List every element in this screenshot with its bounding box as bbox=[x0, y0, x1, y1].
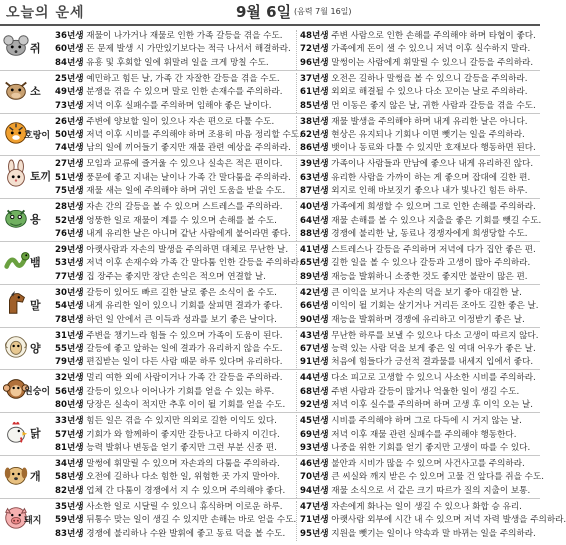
fortune-line bbox=[55, 158, 298, 171]
fortune-text: 이익이 될 기회는 살기거나 거리든 조아도 길한 좋은 날. bbox=[328, 301, 539, 312]
birth-year: 77년생 bbox=[55, 271, 84, 282]
page-title: 오늘의 운세 bbox=[6, 5, 85, 21]
fortune-text: 재물이 나가거나 재물로 인한 가족 갈등을 겪을 수도. bbox=[83, 31, 283, 41]
fortune-column-right bbox=[296, 244, 543, 284]
zodiac-row bbox=[0, 328, 540, 371]
fortune-line bbox=[55, 30, 298, 43]
fortune-text: 갈등이 있으나 이어나가 기회를 얻을 수 있는 하루. bbox=[83, 386, 275, 397]
zodiac-animal bbox=[0, 28, 53, 70]
fortune-text: 저녁 이후 손재수와 가족 간 말다툼 인한 갈등을 주의하라. bbox=[83, 258, 302, 269]
fortune-text: 말썽에 휘말릴 수 있으며 자손과의 다툼을 주의하라. bbox=[83, 458, 280, 469]
fortune-line bbox=[55, 415, 298, 428]
fortune-line bbox=[55, 399, 298, 412]
fortune-column-left bbox=[55, 116, 302, 156]
fortune-line bbox=[300, 116, 543, 129]
fortune-column-left bbox=[55, 458, 298, 498]
zodiac-name: 원숭이 bbox=[24, 387, 51, 398]
fortune-line bbox=[55, 257, 302, 270]
fortune-column-right bbox=[296, 330, 543, 370]
fortune-line bbox=[300, 73, 543, 86]
fortune-line bbox=[55, 228, 298, 241]
fortune-column-right bbox=[296, 158, 543, 198]
birth-year: 84년생 bbox=[55, 57, 84, 68]
fortune-line bbox=[55, 142, 298, 155]
birth-year: 25년생 bbox=[55, 73, 84, 84]
fortune-text: 저녁 이후 시비를 주의해야 하며 조용히 마음 정리할 수도. bbox=[83, 130, 302, 140]
birth-year: 33년생 bbox=[55, 416, 84, 427]
birth-year: 34년생 bbox=[55, 458, 84, 469]
birth-year: 83년생 bbox=[55, 528, 84, 539]
fortune-line bbox=[55, 244, 298, 257]
fortune-text: 멀리 여한 외에 사람이거나 가족 간 갈등을 주의하라. bbox=[83, 373, 283, 384]
fortune-column-left bbox=[55, 372, 298, 412]
fortune-line bbox=[300, 172, 543, 185]
fortune-line bbox=[55, 314, 298, 327]
birth-year: 72년생 bbox=[300, 44, 329, 55]
birth-year: 50년생 bbox=[55, 130, 84, 140]
zodiac-name: 돼지 bbox=[24, 515, 42, 526]
fortune-text: 재물 발생을 주의해야 하며 내게 유리한 날은 아니다. bbox=[328, 116, 528, 127]
birth-year: 56년생 bbox=[55, 386, 84, 397]
birth-year: 49년생 bbox=[55, 87, 84, 98]
fortune-column-left bbox=[55, 501, 298, 541]
birth-year: 69년생 bbox=[300, 429, 329, 440]
fortune-text: 분쟁을 겪을 수 있으며 말로 인한 손재수를 주의하라. bbox=[83, 87, 283, 98]
zodiac-list bbox=[0, 28, 566, 542]
birth-year: 64년생 bbox=[300, 215, 329, 226]
fortune-column-left bbox=[55, 201, 298, 241]
zodiac-row bbox=[0, 285, 540, 328]
zodiac-animal bbox=[0, 370, 53, 412]
dog-icon bbox=[2, 460, 30, 488]
fortune-line bbox=[300, 57, 543, 70]
zodiac-animal bbox=[0, 242, 53, 284]
fortune-line bbox=[300, 244, 543, 257]
birth-year: 65년생 bbox=[300, 258, 329, 269]
rooster-icon bbox=[2, 417, 30, 445]
fortune-text: 외외로 해결될 수 있으나 다소 꼬이는 날로 주의하라. bbox=[328, 87, 528, 98]
birth-year: 30년생 bbox=[55, 287, 84, 298]
fortune-line bbox=[300, 215, 543, 228]
fortune-line bbox=[300, 343, 543, 356]
fortune-line bbox=[300, 100, 543, 113]
fortune-column-left bbox=[55, 244, 302, 284]
birth-year: 28년생 bbox=[55, 202, 84, 213]
fortune-text: 큰 이익을 보거나 자손의 덕을 보기 좋아 대길한 날. bbox=[328, 287, 522, 298]
birth-year: 93년생 bbox=[300, 442, 329, 453]
birth-year: 62년생 bbox=[300, 130, 329, 140]
fortune-text: 주변을 챙기느라 힘들 수 있으며 가족이 도움이 된다. bbox=[83, 330, 283, 341]
fortune-text: 하던 일 안에서 큰 이득과 성과를 보기 좋은 날이다. bbox=[83, 314, 277, 325]
fortune-column-right bbox=[296, 458, 543, 498]
fortune-line bbox=[300, 142, 543, 155]
zodiac-animal bbox=[0, 71, 53, 113]
birth-year: 67년생 bbox=[300, 343, 329, 354]
birth-year: 87년생 bbox=[300, 186, 329, 197]
zodiac-row bbox=[0, 370, 540, 413]
zodiac-name: 용 bbox=[30, 213, 41, 227]
fortune-column-left bbox=[55, 30, 298, 70]
birth-year: 85년생 bbox=[300, 100, 329, 111]
rabbit-icon bbox=[2, 160, 30, 188]
fortune-column-right bbox=[296, 415, 543, 455]
fortune-text: 돈 문제 발생 시 가만있기보다는 적극 나서서 해결하라. bbox=[83, 44, 291, 55]
zodiac-row bbox=[0, 71, 540, 114]
birth-year: 45년생 bbox=[300, 416, 329, 427]
birth-year: 73년생 bbox=[55, 100, 84, 111]
fortune-column-right bbox=[296, 30, 543, 70]
fortune-line bbox=[300, 158, 543, 171]
fortune-line bbox=[55, 100, 298, 113]
fortune-line bbox=[300, 442, 543, 455]
fortune-line bbox=[55, 185, 298, 198]
fortune-line bbox=[55, 116, 298, 129]
fortune-text: 주변에 양보할 일이 있으나 자손 편으로 다툴 수도. bbox=[83, 116, 275, 127]
birth-year: 27년생 bbox=[55, 159, 84, 170]
fortune-column-left bbox=[55, 330, 298, 370]
fortune-line bbox=[300, 257, 543, 270]
birth-year: 75년생 bbox=[55, 186, 84, 197]
birth-year: 54년생 bbox=[55, 301, 84, 312]
zodiac-name: 양 bbox=[30, 341, 41, 355]
fortune-text: 재물 손해를 볼 수 있으나 지출을 좋은 기회를 뺏길 수도. bbox=[328, 215, 542, 226]
date-label: 9월 6일 bbox=[236, 3, 292, 21]
birth-year: 52년생 bbox=[55, 215, 84, 226]
fortune-line bbox=[300, 399, 543, 412]
birth-year: 71년생 bbox=[300, 515, 329, 526]
birth-year: 51년생 bbox=[55, 172, 84, 183]
fortune-text: 재능을 발휘하니 소중한 것도 좋지만 불란이 많은 편. bbox=[328, 271, 528, 282]
birth-year: 39년생 bbox=[300, 159, 329, 170]
birth-year: 41년생 bbox=[300, 244, 329, 255]
zodiac-row bbox=[0, 199, 540, 242]
fortune-text: 저녁 이후 실패수를 주의하며 임해야 좋은 날이다. bbox=[83, 100, 272, 111]
zodiac-name: 호랑이 bbox=[24, 130, 51, 141]
fortune-line bbox=[300, 43, 543, 56]
birth-year: 38년생 bbox=[300, 116, 329, 127]
fortune-text: 불안과 시비가 많을 수 있으며 사건사고를 주의하라. bbox=[328, 458, 525, 469]
fortune-line bbox=[55, 271, 298, 284]
zodiac-name: 소 bbox=[30, 84, 41, 98]
fortune-text: 큰 씨실와 깨지 받은 수 있으며 고물 건 앞다를 쥐을 수도. bbox=[328, 472, 544, 483]
fortune-text: 능력 있는 사람 덕을 보게 좋은 일 여대 어우가 좋은 날. bbox=[328, 343, 536, 354]
fortune-line bbox=[55, 458, 298, 471]
zodiac-animal bbox=[0, 499, 53, 542]
zodiac-name: 뱀 bbox=[30, 255, 41, 269]
fortune-line bbox=[55, 501, 298, 514]
fortune-text: 현상은 유지되나 기회나 이면 뺏기는 일을 주의하라. bbox=[328, 130, 525, 140]
fortune-line bbox=[55, 57, 298, 70]
fortune-line bbox=[55, 287, 298, 300]
horse-icon bbox=[2, 289, 30, 317]
zodiac-name: 쥐 bbox=[30, 42, 41, 55]
fortune-line bbox=[300, 129, 543, 142]
fortune-text: 말썽이는 사람에게 휘말릴 수 있으니 갈등을 주의하라. bbox=[328, 57, 534, 68]
fortune-text: 외지로 인해 바보짓기 좋으나 내가 빛나긴 힘든 하루. bbox=[328, 186, 528, 197]
birth-year: 92년생 bbox=[300, 400, 329, 411]
fortune-line bbox=[55, 73, 298, 86]
fortune-column-right bbox=[296, 287, 543, 327]
fortune-line bbox=[55, 442, 298, 455]
fortune-line bbox=[55, 330, 298, 343]
birth-year: 47년생 bbox=[300, 501, 329, 512]
fortune-line bbox=[300, 485, 543, 498]
zodiac-name: 토끼 bbox=[30, 170, 52, 184]
birth-year: 96년생 bbox=[300, 57, 329, 68]
birth-year: 26년생 bbox=[55, 116, 84, 127]
zodiac-name: 개 bbox=[30, 469, 41, 483]
birth-year: 61년생 bbox=[300, 87, 329, 98]
fortune-column-right bbox=[296, 116, 543, 156]
fortune-text: 지원을 뺏기는 일이나 약속과 말 바뀌는 일을 주의하라. bbox=[328, 528, 536, 539]
fortune-column-left bbox=[55, 287, 298, 327]
zodiac-animal bbox=[0, 413, 53, 455]
birth-year: 42년생 bbox=[300, 287, 329, 298]
birth-year: 66년생 bbox=[300, 301, 329, 312]
fortune-line bbox=[300, 471, 543, 484]
fortune-text: 저녁 이후 실수를 주의하며 하며 고생 후 이익 오는 날. bbox=[328, 400, 533, 411]
ox-icon bbox=[2, 75, 30, 103]
birth-year: 43년생 bbox=[300, 330, 329, 341]
fortune-text: 재능을 발휘하며 경쟁에 유리하고 이정받기 좋은 날. bbox=[328, 314, 525, 325]
birth-year: 63년생 bbox=[300, 172, 329, 183]
fortune-line bbox=[55, 386, 298, 399]
birth-year: 90년생 bbox=[300, 314, 329, 325]
zodiac-row bbox=[0, 413, 540, 456]
birth-year: 88년생 bbox=[300, 229, 329, 239]
fortune-text: 편집받는 일이 다든 사람 때문 하루 있다며 유리하다. bbox=[83, 357, 283, 368]
birth-year: 53년생 bbox=[55, 258, 84, 269]
fortune-text: 뱃이나 동료와 다툴 수 있지만 호재보다 행동하면 된다. bbox=[328, 143, 536, 154]
zodiac-row bbox=[0, 456, 544, 499]
zodiac-row bbox=[0, 242, 540, 285]
zodiac-row bbox=[0, 499, 566, 542]
fortune-text: 가족에게 희생할 수 있으며 그로 인한 손해를 주의하라. bbox=[328, 202, 536, 213]
fortune-line bbox=[300, 287, 543, 300]
fortune-line bbox=[300, 356, 543, 369]
fortune-text: 재물 소식으로 서 같은 크기 따르가 질의 지출이 보통. bbox=[328, 485, 531, 496]
fortune-line bbox=[300, 300, 543, 313]
zodiac-animal bbox=[0, 456, 53, 498]
birth-year: 94년생 bbox=[300, 485, 329, 496]
fortune-line bbox=[55, 356, 298, 369]
dragon-icon bbox=[2, 203, 30, 231]
fortune-line bbox=[55, 43, 298, 56]
fortune-line bbox=[300, 228, 543, 241]
birth-year: 37년생 bbox=[300, 73, 329, 84]
fortune-line bbox=[55, 485, 298, 498]
birth-year: 86년생 bbox=[300, 143, 329, 154]
fortune-text: 처음에 힘들다가 긍선적 결과물를 내세지 입에서 좋다. bbox=[328, 357, 534, 368]
fortune-line bbox=[55, 343, 298, 356]
fortune-text: 내게 유리한 일이 있으니 기회를 살피면 결과가 좋다. bbox=[83, 301, 283, 312]
fortune-line bbox=[300, 429, 543, 442]
fortune-text: 가족에게 돈이 샐 수 있으니 저녁 이후 실수하지 말라. bbox=[328, 44, 531, 55]
fortune-column-left bbox=[55, 158, 298, 198]
birth-year: 58년생 bbox=[55, 472, 84, 483]
birth-year: 78년생 bbox=[55, 314, 84, 325]
fortune-line bbox=[55, 129, 302, 142]
birth-year: 95년생 bbox=[300, 528, 329, 539]
fortune-line bbox=[55, 372, 298, 385]
fortune-line bbox=[300, 528, 543, 541]
fortune-text: 아랫사람과 자손의 발생을 주의하면 대체로 무난한 날. bbox=[83, 244, 289, 255]
fortune-text: 가족이나 사람들과 만남에 좋으나 내게 유리하진 않다. bbox=[328, 159, 534, 170]
fortune-line bbox=[300, 201, 543, 214]
zodiac-animal bbox=[0, 199, 53, 241]
fortune-text: 자손에게 화나는 일이 생길 수 있으나 화합 승 유리. bbox=[328, 501, 522, 512]
fortune-column-left bbox=[55, 73, 298, 113]
birth-year: 68년생 bbox=[300, 386, 329, 397]
fortune-text: 유리한 사람을 가까이 하는 게 좋으며 잡대에 길한 편. bbox=[328, 172, 531, 183]
fortune-text: 길한 일을 볼 수 있으나 갈등과 고생이 많아 주의하라. bbox=[328, 258, 531, 269]
birth-year: 57년생 bbox=[55, 429, 84, 440]
fortune-text: 오전은 길하나 말썽을 볼 수 있으니 갈등을 주의하라. bbox=[328, 73, 528, 84]
fortune-text: 엉뚱한 일로 재물이 계를 수 있으며 손해를 볼 수도. bbox=[83, 215, 277, 226]
fortune-line bbox=[55, 86, 298, 99]
page-header bbox=[0, 0, 540, 26]
fortune-column-right bbox=[296, 201, 543, 241]
fortune-line bbox=[300, 86, 543, 99]
zodiac-animal bbox=[0, 285, 53, 327]
fortune-line bbox=[300, 514, 566, 527]
fortune-text: 아랫사람 외부에 시간 내 수 있으며 저녁 자력 발생을 주의하라. bbox=[328, 515, 566, 526]
birth-year: 91년생 bbox=[300, 357, 329, 368]
fortune-text: 갈등이 있어도 빠르 길한 날로 좋은 소식이 올 수도. bbox=[83, 287, 277, 298]
fortune-text: 저녁 이후 재물 관련 실패수를 주의해야 행동한다. bbox=[328, 429, 517, 440]
fortune-text: 남의 일에 끼어들기 좋지만 재물 관련 예상을 주의하라. bbox=[83, 143, 291, 154]
zodiac-row bbox=[0, 114, 540, 157]
rat-icon bbox=[2, 32, 30, 60]
snake-icon bbox=[2, 246, 30, 274]
fortune-text: 업체 간 다툼이 경쟁에서 지 수 있으며 주의해야 좋다. bbox=[83, 485, 286, 496]
fortune-text: 유흥 및 후회할 일에 휘말려 일을 크게 망칠 수도. bbox=[83, 57, 269, 68]
zodiac-animal bbox=[0, 328, 53, 370]
birth-year: 55년생 bbox=[55, 343, 84, 354]
fortune-text: 오전에 길하나 다소 힘한 일, 위험한 곳 가지 말아야. bbox=[83, 472, 280, 483]
birth-year: 60년생 bbox=[55, 44, 84, 55]
fortune-text: 자손 간의 갈등을 볼 수 있으며 스트레스를 주의하라. bbox=[83, 202, 283, 213]
fortune-text: 집 장주는 좋지만 장단 손익은 적으며 연결할 날. bbox=[83, 271, 266, 282]
fortune-text: 당장은 실속이 적지만 추후 이이 될 기회를 얻을 수도. bbox=[83, 400, 286, 411]
fortune-line bbox=[55, 215, 298, 228]
fortune-text: 힘든 일은 겪을 수 있지만 의외로 길한 이익도 있다. bbox=[83, 416, 277, 427]
fortune-text: 모임과 교류에 즐거울 수 있으나 실속은 적은 편이다. bbox=[83, 159, 283, 170]
zodiac-row bbox=[0, 28, 540, 71]
fortune-line bbox=[300, 185, 543, 198]
fortune-line bbox=[55, 201, 298, 214]
birth-year: 59년생 bbox=[55, 515, 84, 526]
fortune-line bbox=[55, 528, 298, 541]
fortune-text: 기회가 와 함께하이 좋지만 갈등나고 다하지 이긴다. bbox=[83, 429, 280, 440]
zodiac-animal bbox=[0, 156, 53, 198]
zodiac-row bbox=[0, 156, 540, 199]
fortune-line bbox=[55, 514, 298, 527]
birth-year: 74년생 bbox=[55, 143, 84, 154]
zodiac-animal bbox=[0, 114, 53, 156]
fortune-line bbox=[300, 372, 543, 385]
fortune-line bbox=[55, 471, 298, 484]
fortune-text: 주변 사람과 갈등이 많거나 억울한 일이 생길 수도. bbox=[328, 386, 520, 397]
fortune-column-right bbox=[296, 372, 543, 412]
fortune-column-left bbox=[55, 415, 298, 455]
fortune-line bbox=[300, 271, 543, 284]
fortune-text: 무난한 하루를 보낼 수 있으나 다소 고생이 따르지 않다. bbox=[328, 330, 539, 341]
fortune-text: 시비를 주의해야 하며 그로 다득에 시 거지 않는 날. bbox=[328, 416, 522, 427]
birth-year: 35년생 bbox=[55, 501, 84, 512]
fortune-text: 능력 발휘나 변동을 얻기 좋지만 그런 부분 신중 편. bbox=[83, 442, 277, 453]
fortune-line bbox=[55, 300, 298, 313]
fortune-line bbox=[300, 458, 543, 471]
fortune-line bbox=[300, 330, 543, 343]
fortune-text: 경쟁에 불리하나 수완 발휘에 좋고 동료 덕을 볼 수도. bbox=[83, 528, 286, 539]
fortune-text: 예민하고 힘든 날, 가족 간 자잘한 갈등을 겪을 수도. bbox=[83, 73, 280, 84]
fortune-line bbox=[300, 501, 543, 514]
fortune-text: 스트레스나 갈등을 주의하며 저녁에 다가 집안 좋은 편. bbox=[328, 244, 536, 255]
fortune-text: 풍문에 좋고 지내는 날이나 가족 간 말다툼을 주의하라. bbox=[83, 172, 291, 183]
lunar-date-label: (음력 7월 16일) bbox=[294, 7, 352, 16]
fortune-text: 뒤통수 맞는 일이 생길 수 있지만 손해는 바로 얻을 수도. bbox=[83, 515, 297, 526]
birth-year: 40년생 bbox=[300, 202, 329, 213]
fortune-line bbox=[300, 30, 543, 43]
fortune-text: 경쟁에 불리한 날, 동료나 경쟁자에게 희생당할 수도. bbox=[328, 229, 528, 239]
birth-year: 76년생 bbox=[55, 229, 84, 239]
fortune-text: 다소 피고로 고생할 수 있으니 사소한 시비를 주의하라. bbox=[328, 373, 536, 384]
fortune-text: 내게 유리한 날은 아니며 같난 사람에게 붙어라면 좋다. bbox=[83, 229, 291, 239]
fortune-line bbox=[300, 415, 543, 428]
fortune-text: 먼 이동은 좋지 않은 날, 귀한 사람과 갈등을 겪을 수도. bbox=[328, 100, 536, 111]
sheep-icon bbox=[2, 332, 30, 360]
birth-year: 70년생 bbox=[300, 472, 329, 483]
birth-year: 89년생 bbox=[300, 271, 329, 282]
fortune-line bbox=[300, 386, 543, 399]
fortune-text: 사소한 일로 시달릴 수 있으니 휴식하며 이로운 하루. bbox=[83, 501, 283, 512]
birth-year: 48년생 bbox=[300, 31, 329, 41]
fortune-column-right bbox=[296, 73, 543, 113]
birth-year: 29년생 bbox=[55, 244, 84, 255]
fortune-text: 나중을 위한 기회를 얻기 좋지만 고생이 따를 수 있다. bbox=[328, 442, 531, 453]
fortune-text: 재물 새는 일에 주의해야 하며 귀인 도움을 받을 수도. bbox=[83, 186, 286, 197]
birth-year: 31년생 bbox=[55, 330, 84, 341]
fortune-text: 주변 사람으로 인한 손해를 주의해야 하며 타협이 좋다. bbox=[328, 31, 536, 41]
fortune-line bbox=[300, 314, 543, 327]
birth-year: 81년생 bbox=[55, 442, 84, 453]
birth-year: 36년생 bbox=[55, 31, 84, 41]
birth-year: 32년생 bbox=[55, 373, 84, 384]
birth-year: 46년생 bbox=[300, 458, 329, 469]
birth-year: 44년생 bbox=[300, 373, 329, 384]
fortune-text: 갈등에 좋고 앞하는 일에 결과가 유리하지 않을 수도. bbox=[83, 343, 283, 354]
birth-year: 82년생 bbox=[55, 485, 84, 496]
birth-year: 80년생 bbox=[55, 400, 84, 411]
birth-year: 79년생 bbox=[55, 357, 84, 368]
zodiac-name: 말 bbox=[30, 298, 41, 312]
fortune-line bbox=[55, 429, 298, 442]
zodiac-name: 닭 bbox=[30, 427, 41, 441]
fortune-column-right bbox=[296, 501, 566, 541]
fortune-line bbox=[55, 172, 298, 185]
